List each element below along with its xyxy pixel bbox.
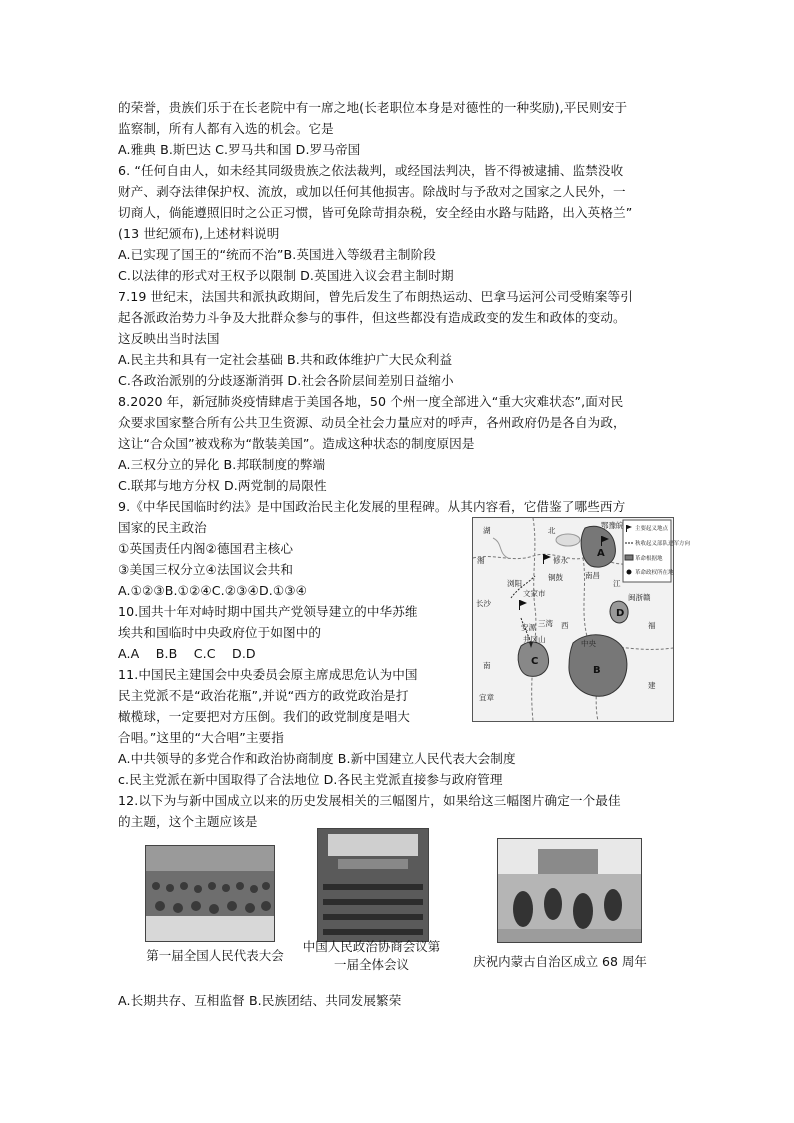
map-label: 鄂豫皖 [601,521,624,530]
map-label: 北 [548,526,556,535]
option-line: C.以法律的形式对王权予以限制 D.英国进入议会君主制时期 [118,268,454,283]
map-label: 南昌 [585,571,600,580]
option-line: A.①②③B.①②④C.②③④D.①③④ [118,583,308,598]
question-7-line: 7.19 世纪末，法国共和派执政期间，曾先后发生了布朗热运动、巴拿马运河公司受贿案等引 [118,289,633,304]
map-label: 南 [483,661,491,670]
text-line: 监察制，所有人都有入选的机会。它是 [118,121,334,136]
legend-text: 主要起义地点 [635,526,669,532]
map-label: 安源 [521,623,536,632]
map-label: 湖 [483,526,491,535]
answer-line: A.长期共存、互相监督 B.民族团结、共同发展繁荣 [118,993,402,1008]
option-line: A.已实现了国王的“统而不治”B.英国进入等级君主制阶段 [118,247,436,262]
map-label: 修水 [553,556,568,565]
legend-text: 秋收起义部队进军方向 [635,541,691,547]
text-line: 切商人，倘能遵照旧时之公正习惯，皆可免除苛捐杂税，安全经由水路与陆路，出入英格兰” [118,205,633,220]
map-label: 浏阳 [507,579,522,588]
map-label: 三湾 [538,619,553,628]
text-line: 埃共和国临时中央政府位于如图中的 [118,625,322,640]
text-line: 国家的民主政治 [118,520,207,535]
map-label: 建 [648,681,656,690]
caption-cppcc: 中国人民政治协商会议第一届全体会议 [302,939,441,972]
option-line: A.中共领导的多党合作和政治协商制度 B.新中国建立人民代表大会制度 [118,751,516,766]
question-6-line: 6. “任何自由人，如未经其同级贵族之依法裁判，或经国法判决，皆不得被逮捕、监禁没收 [118,163,624,178]
option-line: A.民主共和具有一定社会基础 B.共和政体维护广大民众利益 [118,352,453,367]
caption-inner-mongolia: 庆祝内蒙古自治区成立 68 周年 [473,954,647,969]
revolution-base-map [472,517,691,722]
map-label: 铜鼓 [548,573,563,582]
question-8-line: 8.2020 年，新冠肺炎疫情肆虐于美国各地，50 个州一度全部进入“重大灾难状态”,面对民 [118,394,624,409]
photo-npc [145,845,275,942]
map-label: 宜章 [479,693,494,702]
map-label: 中央 [581,639,596,648]
question-11-line: 11.中国民主建国会中央委员会原主席成思危认为中国 [118,667,418,682]
text-line: 这让“合众国”被戏称为“散装美国”。造成这种状态的制度原因是 [118,436,475,451]
text-line: 的荣誉，贵族们乐于在长老院中有一席之地(长老职位本身是对德性的一种奖励),平民则安于 [118,100,628,115]
text-line: ③美国三权分立④法国议会共和 [118,562,294,577]
photo-cppcc [317,828,429,942]
caption-npc: 第一届全国人民代表大会 [146,948,284,963]
map-label: 福 [648,621,656,630]
option-line: C.各政治派别的分歧逐渐消弭 D.社会各阶层间差别日益缩小 [118,373,454,388]
text-line: 民主党派不是“政治花瓶”,并说“西方的政党政治是打 [118,688,409,703]
text-line: 众要求国家整合所有公共卫生资源、动员全社会力量应对的呼声，各州政府仍是各自为政， [118,415,626,430]
text-line: 这反映出当时法国 [118,331,220,346]
question-10-line: 10.国共十年对峙时期中国共产党领导建立的中华苏维 [118,604,418,619]
map-label: 井冈山 [523,635,546,644]
map-label: 闽浙赣 [628,593,651,602]
text-line: ①英国责任内阁②德国君主核心 [118,541,294,556]
map-letter-d: D [616,608,625,619]
text-line: 橄榄球，一定要把对方压倒。我们的政党制度是唱大 [118,709,410,724]
legend-text: 革命根据地 [635,556,663,562]
map-svg [473,518,691,721]
text-line: 合唱。”这里的“大合唱”主要指 [118,730,284,745]
map-legend [623,520,691,582]
option-line: C.联邦与地方分权 D.两党制的局限性 [118,478,327,493]
map-label: 长沙 [476,599,491,608]
option-line: A.A B.B C.C D.D [118,646,256,661]
map-letter-b: B [593,665,601,676]
map-letter-c: C [531,656,539,667]
text-line: 的主题，这个主题应该是 [118,814,258,829]
map-label: 西 [561,621,569,630]
option-line: c.民主党派在新中国取得了合法地位 D.各民主党派直接参与政府管理 [118,772,503,787]
legend-text: 革命政权所在地 [635,570,674,576]
option-line: A.雅典 B.斯巴达 C.罗马共和国 D.罗马帝国 [118,142,361,157]
map-label: 文家市 [523,589,546,598]
question-12-line: 12.以下为与新中国成立以来的历史发展相关的三幅图片，如果给这三幅图片确定一个最佳 [118,793,621,808]
text-line: 财产、剥夺法律保护权、流放，或加以任何其他损害。除战时与予敌对之国家之人民外，一 [118,184,626,199]
photo-inner-mongolia [497,838,642,943]
option-line: A.三权分立的异化 B.邦联制度的弊端 [118,457,326,472]
text-line: 起各派政治势力斗争及大批群众参与的事件，但这些都没有造成政变的发生和政体的变动。 [118,310,626,325]
map-label: 江 [613,579,621,588]
map-letter-a: A [597,548,605,559]
text-line: (13 世纪颁布),上述材料说明 [118,226,280,241]
map-label: 湘 [477,556,485,565]
question-9-line: 9.《中华民国临时约法》是中国政治民主化发展的里程碑。从其内容看，它借鉴了哪些西方 [118,499,626,514]
